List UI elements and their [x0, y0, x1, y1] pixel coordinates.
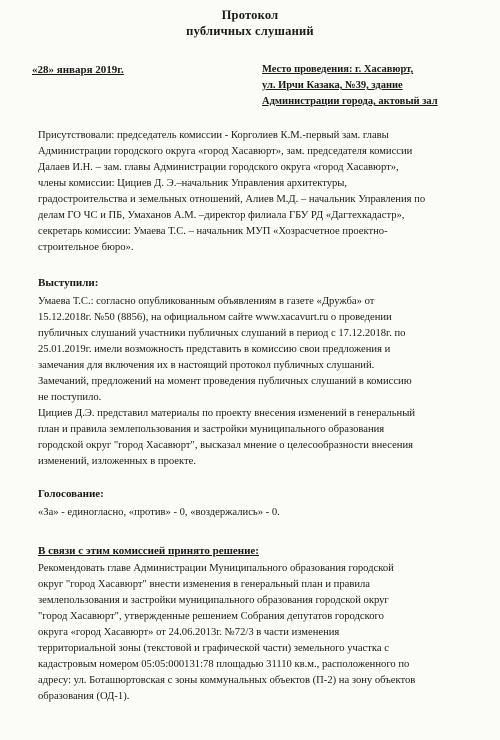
place-line: ул. Ирчи Казака, №39, здание	[262, 80, 403, 91]
speeches-paragraph	[38, 294, 486, 470]
text-line: публичных слушаний участники публичных слушаний в период с 17.12.2018г. по	[38, 328, 406, 339]
text-line: городской округ "город Хасавюрт", высказал мнение о целесообразности внесения	[38, 440, 414, 451]
text-line: не поступило.	[38, 392, 102, 403]
text-line: секретарь комиссии: Умаева Т.С. – начальник МУП «Хозрасчетное проектно-	[38, 226, 388, 237]
text-line: кадастровым номером 05:05:000131:78 площадью 31110 кв.м., расположенного по	[38, 659, 410, 670]
text-line: план и правила землепользования и застройки муниципального образования	[38, 424, 385, 435]
text-line: образования (ОД-1).	[38, 691, 130, 702]
decision-heading: В связи с этим комиссией принято решение:	[38, 545, 259, 557]
document-title: Протокол	[221, 8, 279, 22]
meeting-place	[262, 62, 492, 110]
attendees-paragraph	[38, 128, 486, 256]
text-line: Рекомендовать главе Администрации Муниципального образования городской	[38, 563, 394, 574]
document-subtitle: публичных слушаний	[186, 24, 314, 38]
text-line: Умаева Т.С.: согласно опубликованным объявлениям в газете «Дружба» от	[38, 296, 375, 307]
meeting-date: «28» января 2019г.	[32, 64, 124, 76]
text-line: "город Хасавюрт", утвержденные решением Собрания депутатов городского	[38, 611, 384, 622]
text-line: изменений, изложенных в проекте.	[38, 456, 196, 467]
text-line: адресу: ул. Боташюртовская с зоны коммунальных объектов (П-2) на зону объектов	[38, 675, 416, 686]
text-line: Присутствовали: председатель комиссии - Корголиев К.М.-первый зам. главы	[38, 130, 389, 141]
place-line: Администрации города, актовый зал	[262, 96, 438, 107]
decision-paragraph	[38, 561, 486, 705]
text-line: Далаев И.Н. – зам. главы Администрации городского округа «город Хасавюрт»,	[38, 162, 399, 173]
text-line: градостроительства и земельных отношений, Алиев М.Д. – начальник Управления по	[38, 194, 426, 205]
voting-result	[38, 505, 486, 521]
text-line: строительное бюро».	[38, 242, 134, 253]
text-line: землепользования и застройки муниципального образования городской округ	[38, 595, 389, 606]
text-line: 15.12.2018г. №50 (8856), на официальном сайте www.xacavurt.ru о проведении	[38, 312, 392, 323]
text-line: округа «город Хасавюрт» от 24.06.2013г. №72/3 в части изменения	[38, 627, 340, 638]
text-line: замечания для включения их в настоящий протокол публичных слушаний.	[38, 360, 375, 371]
text-line: члены комиссии: Цициев Д. Э.–начальник Управления архитектуры,	[38, 178, 348, 189]
text-line: Администрации городского округа «город Хасавюрт», зам. председателя комиссии	[38, 146, 413, 157]
text-line: Замечаний, предложений на момент проведения публичных слушаний в комиссию	[38, 376, 412, 387]
text-line: 25.01.2019г. имели возможность представить в комиссию свои предложения и	[38, 344, 391, 355]
text-line: Цициев Д.Э. представил материалы по проекту внесения изменений в генеральный	[38, 408, 415, 419]
text-line: делам ГО ЧС и ПБ, Умаханов А.М. –директор филиала ГБУ РД «Дагтехкадастр»,	[38, 210, 405, 221]
speeches-heading: Выступили:	[38, 277, 99, 289]
voting-heading: Голосование:	[38, 488, 104, 500]
text-line: территориальной зоны (текстовой и графической части) земельного участка с	[38, 643, 389, 654]
text-line: округ "город Хасавюрт" внести изменения в генеральный план и правила	[38, 579, 370, 590]
place-line: Место проведения: г. Хасавюрт,	[262, 64, 414, 75]
text-line: «За» - единогласно, «против» - 0, «воздержались» - 0.	[38, 507, 280, 518]
